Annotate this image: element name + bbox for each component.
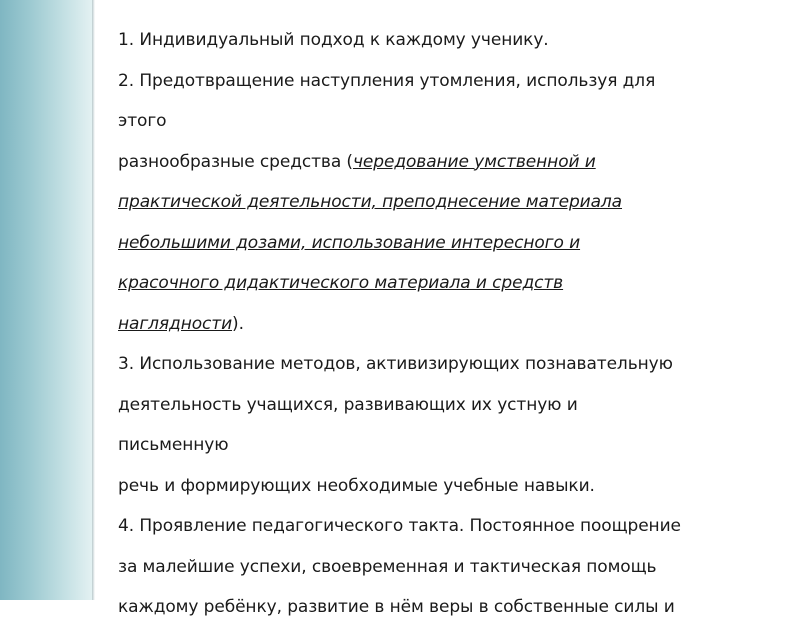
text-segment: письменную — [118, 435, 229, 455]
text-line — [118, 142, 768, 183]
emphasized-text-segment: красочного дидактического материала и средств — [118, 273, 564, 293]
text-line — [118, 344, 768, 385]
text-segment: 1. Индивидуальный подход к каждому ученику. — [118, 30, 549, 50]
text-line — [118, 304, 768, 345]
text-segment: 2. Предотвращение наступления утомления, используя для — [118, 70, 656, 91]
slide-text-body — [118, 20, 768, 628]
text-line — [118, 547, 768, 588]
text-line — [118, 506, 768, 547]
text-segment: ). — [232, 313, 244, 334]
emphasized-text-segment: небольшими дозами, использование интересного и — [118, 232, 581, 253]
text-segment: речь и формирующих необходимые учебные навыки. — [118, 475, 595, 496]
text-line — [118, 263, 768, 304]
text-segment: каждому ребёнку, развитие в нём веры в собственные силы и — [118, 597, 675, 617]
text-segment: разнообразные средства ( — [118, 151, 353, 172]
text-line — [118, 425, 768, 466]
sidebar-decoration — [0, 0, 92, 600]
emphasized-text-segment: наглядности — [118, 313, 233, 334]
text-line — [118, 466, 768, 507]
emphasized-text-segment: практической деятельности, преподнесение материала — [118, 192, 623, 212]
text-line — [118, 182, 768, 223]
text-line — [118, 20, 768, 61]
text-segment: за малейшие успехи, своевременная и тактическая помощь — [118, 556, 657, 577]
text-line — [118, 101, 768, 142]
text-line — [118, 587, 768, 628]
text-segment: 4. Проявление педагогического такта. Постоянное поощрение — [118, 516, 681, 536]
sidebar-edge-decoration — [92, 0, 95, 600]
text-line — [118, 61, 768, 102]
emphasized-text-segment: чередование умственной и — [352, 151, 596, 172]
text-segment: 3. Использование методов, активизирующих познавательную — [118, 354, 673, 374]
text-segment: этого — [118, 111, 167, 131]
text-segment: деятельность учащихся, развивающих их устную и — [118, 394, 578, 415]
text-line — [118, 223, 768, 264]
text-line — [118, 385, 768, 426]
